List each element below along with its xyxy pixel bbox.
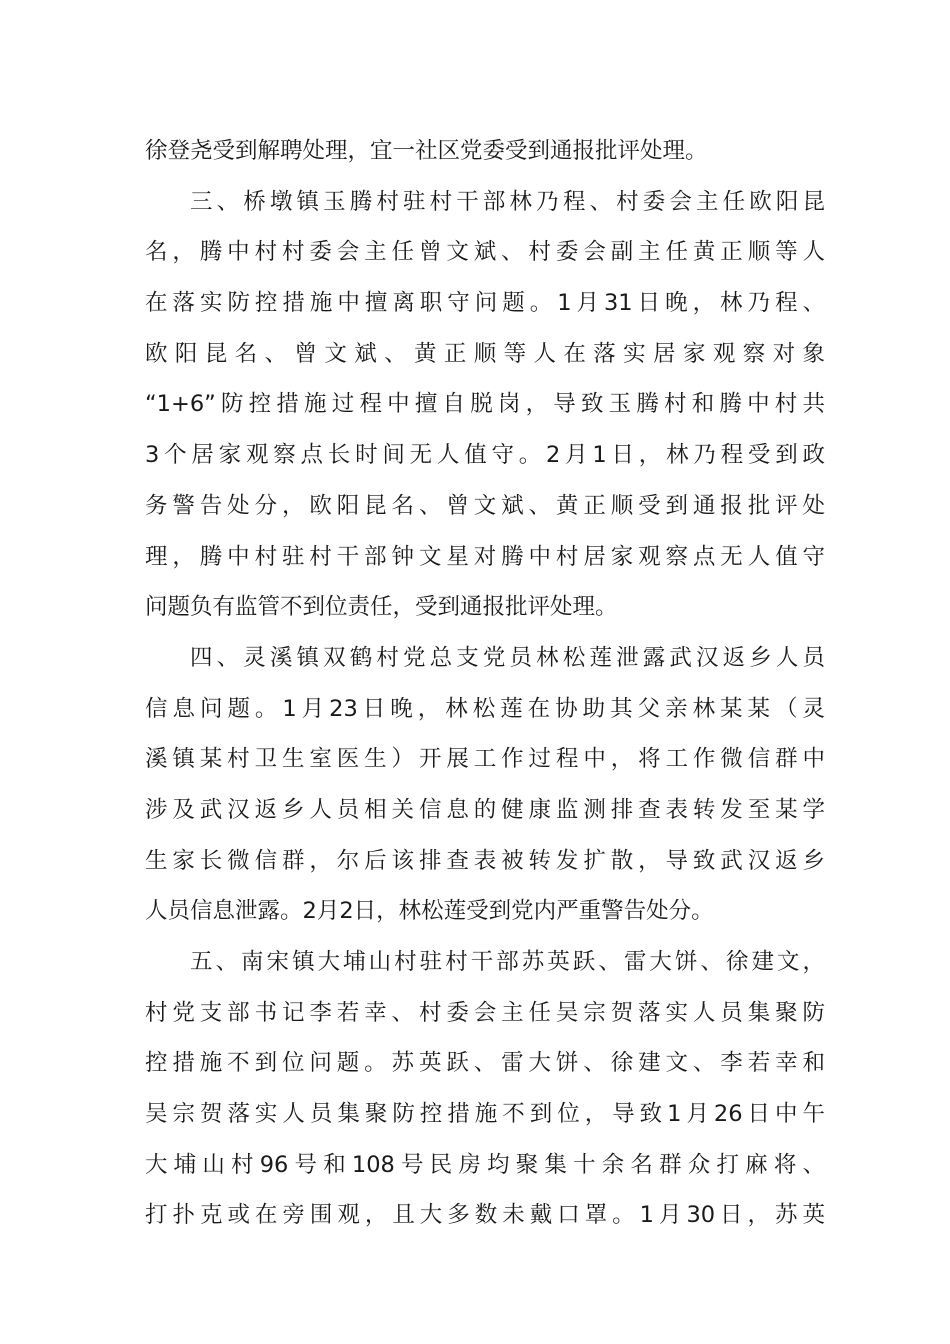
text-line: 生家长微信群，尔后该排查表被转发扩散，导致武汉返乡 [145,847,825,874]
text-line: 务警告处分，欧阳昆名、曾文斌、黄正顺受到通报批评处 [145,492,825,519]
text-line: 村党支部书记李若幸、村委会主任吴宗贺落实人员集聚防 [145,999,825,1026]
text-line: “1+6”防控措施过程中擅自脱岗，导致玉腾村和腾中村共 [145,391,825,418]
text-line: 打扑克或在旁围观，且大多数未戴口罩。1月30日，苏英 [145,1202,825,1229]
text-line: 人员信息泄露。2月2日，林松莲受到党内严重警告处分。 [145,898,714,925]
document-page [145,126,825,1241]
text-line: 五、南宋镇大埔山村驻村干部苏英跃、雷大饼、徐建文， [190,949,825,975]
text-line: 涉及武汉返乡人员相关信息的健康监测排查表转发至某学 [145,796,825,823]
text-line: 在落实防控措施中擅离职守问题。1月31日晚，林乃程、 [145,290,825,317]
paragraph-1 [145,126,825,177]
text-line: 吴宗贺落实人员集聚防控措施不到位，导致1月26日中午 [145,1101,825,1128]
text-line: 信息问题。1月23日晚，林松莲在协助其父亲林某某（灵 [145,695,825,722]
text-line: 控措施不到位问题。苏英跃、雷大饼、徐建文、李若幸和 [145,1050,825,1077]
text-line: 理，腾中村驻村干部钟文星对腾中村居家观察点无人值守 [145,543,825,570]
paragraph-item-4 [145,633,825,937]
text-line: 三、桥墩镇玉腾村驻村干部林乃程、村委会主任欧阳昆 [190,188,825,215]
text-line: 徐登尧受到解聘处理，宜一社区党委受到通报批评处理。 [145,138,708,164]
text-line: 3个居家观察点长时间无人值守。2月1日，林乃程受到政 [145,442,825,469]
paragraph-item-3 [145,177,825,633]
text-line: 问题负有监管不到位责任，受到通报批评处理。 [145,594,618,621]
text-line: 欧阳昆名、曾文斌、黄正顺等人在落实居家观察对象 [145,340,825,367]
text-line: 大埔山村96号和108号民房均聚集十余名群众打麻将、 [145,1151,825,1178]
text-line: 四、灵溪镇双鹤村党总支党员林松莲泄露武汉返乡人员 [190,644,825,671]
text-line: 溪镇某村卫生室医生）开展工作过程中，将工作微信群中 [145,746,825,773]
paragraph-item-5 [145,937,825,1241]
text-line: 名，腾中村村委会主任曾文斌、村委会副主任黄正顺等人 [145,239,825,266]
